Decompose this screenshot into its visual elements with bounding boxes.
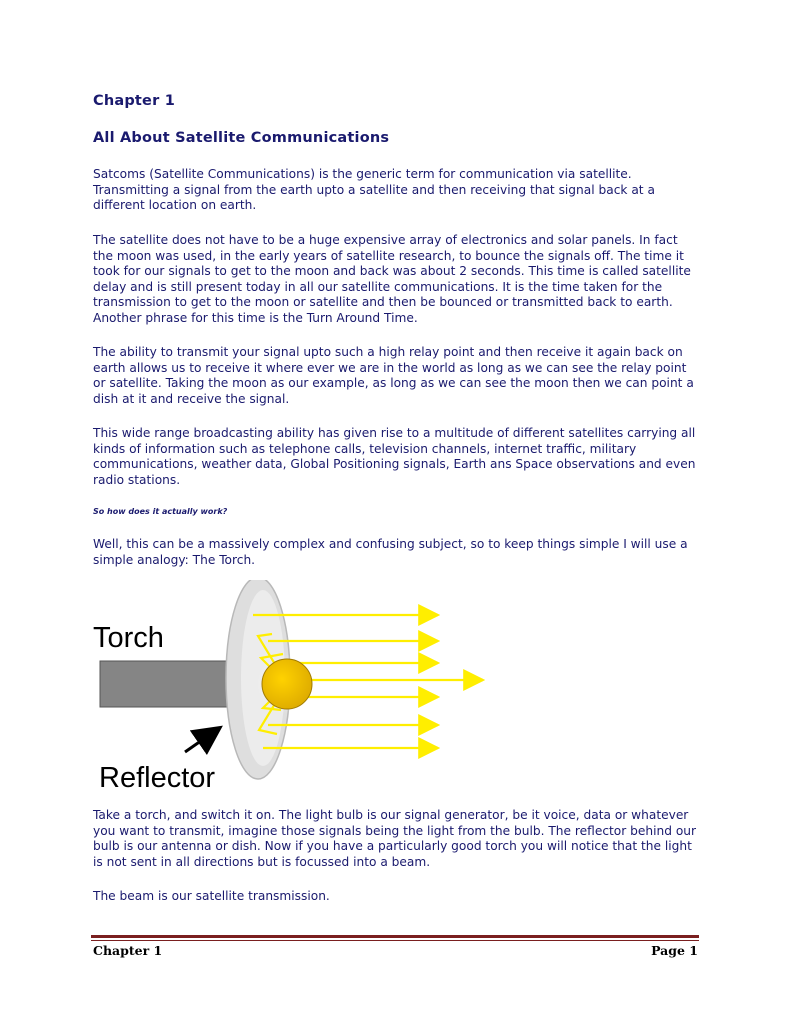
bulb <box>262 659 312 709</box>
chapter-heading: Chapter 1 <box>93 93 175 109</box>
footer-chapter: Chapter 1 <box>93 943 163 958</box>
torch-diagram <box>93 580 513 800</box>
torch-body <box>100 661 228 707</box>
paragraph-broadcasting: This wide range broadcasting ability has given rise to a multitude of different satellites carrying all kinds of information such as telephone calls, television channels, internet traffic, military communications, weather data, Global Positioning signals, Earth ans Space observations and even radio stations. <box>93 426 696 487</box>
paragraph-analogy: Well, this can be a massively complex and confusing subject, so to keep things simple I will use a simple analogy: The Torch. <box>93 537 688 567</box>
subheading: So how does it actually work? <box>93 507 228 516</box>
reflector-label: Reflector <box>99 762 216 794</box>
torch-label: Torch <box>93 622 164 654</box>
paragraph-beam: The beam is our satellite transmission. <box>93 889 330 903</box>
section-heading: All About Satellite Communications <box>93 130 390 146</box>
footer-rule-thin <box>91 940 699 941</box>
paragraph-moon: The satellite does not have to be a huge expensive array of electronics and solar panels. In fact the moon was used, in the early years of satellite research, to bounce the signals off. The time it took for our signals to get to the moon and back was about 2 seconds. This time is called satellite delay and is still present today in all our satellite communications. It is the time taken for the transmission to get to the moon or satellite and then be bounced or transmitted back to earth. Another phrase for this time is the Turn Around Time. <box>93 233 691 325</box>
paragraph-relay: The ability to transmit your signal upto such a high relay point and then receive it again back on earth allows us to receive it where ever we are in the world as long as we can see the relay point or satellite. Taking the moon as our example, as long as we can see the moon then we can point a dish at it and receive the signal. <box>93 345 694 406</box>
footer-rule <box>91 935 699 938</box>
reflector-pointer-arrow <box>185 729 218 752</box>
paragraph-intro: Satcoms (Satellite Communications) is the generic term for communication via satellite. Transmitting a signal from the earth upto a satellite and then receiving that signal back at a different location on earth. <box>93 167 655 213</box>
footer-page-number: Page 1 <box>651 943 698 958</box>
paragraph-torch: Take a torch, and switch it on. The light bulb is our signal generator, be it voice, data or whatever you want to transmit, imagine those signals being the light from the bulb. The reflector behind our bulb is our antenna or dish. Now if you have a particularly good torch you will notice that the light is not sent in all directions but is focussed into a beam. <box>93 808 697 869</box>
